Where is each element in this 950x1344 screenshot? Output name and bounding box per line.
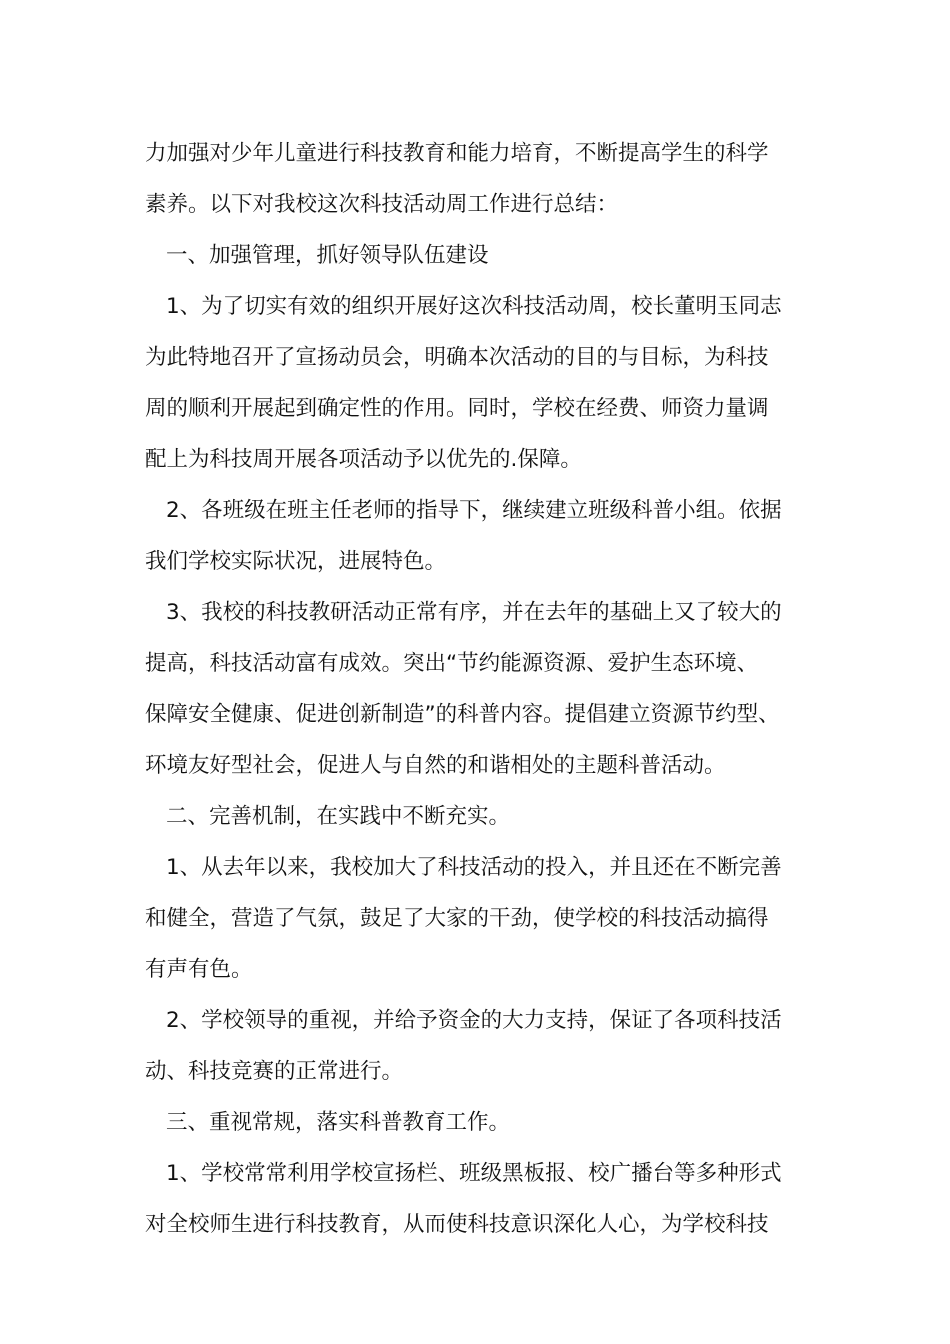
text-line: 我们学校实际状况，进展特色。 <box>145 549 447 574</box>
text-line: 2、学校领导的重视，并给予资金的大力支持，保证了各项科技活 <box>166 1008 782 1033</box>
text-line: 1、为了切实有效的组织开展好这次科技活动周，校长董明玉同志 <box>166 294 782 319</box>
text-line: 3、我校的科技教研活动正常有序，并在去年的基础上又了较大的 <box>166 600 782 625</box>
text-line: 有声有色。 <box>145 957 253 982</box>
document-body <box>145 128 825 1250</box>
text-line: 1、学校常常利用学校宣扬栏、班级黑板报、校广播台等多种形式 <box>166 1161 782 1186</box>
text-line: 动、科技竞赛的正常进行。 <box>145 1059 404 1084</box>
text-line: 对全校师生进行科技教育，从而使科技意识深化人心，为学校科技 <box>145 1212 769 1237</box>
text-line: 保障安全健康、促进创新制造”的科普内容。提倡建立资源节约型、 <box>145 702 780 727</box>
text-line: 素养。以下对我校这次科技活动周工作进行总结： <box>145 192 619 217</box>
text-line: 2、各班级在班主任老师的指导下，继续建立班级科普小组。依据 <box>166 498 782 523</box>
text-line: 环境友好型社会，促进人与自然的和谐相处的主题科普活动。 <box>145 753 726 778</box>
text-line: 和健全，营造了气氛，鼓足了大家的干劲，使学校的科技活动搞得 <box>145 906 769 931</box>
section-heading: 一、加强管理，抓好领导队伍建设 <box>166 243 489 268</box>
text-line: 1、从去年以来，我校加大了科技活动的投入，并且还在不断完善 <box>166 855 782 880</box>
text-line: 为此特地召开了宣扬动员会，明确本次活动的目的与目标，为科技 <box>145 345 769 370</box>
section-heading: 二、完善机制，在实践中不断充实。 <box>166 804 511 829</box>
text-line: 力加强对少年儿童进行科技教育和能力培育，不断提高学生的科学 <box>145 141 769 166</box>
text-line: 周的顺利开展起到确定性的作用。同时，学校在经费、师资力量调 <box>145 396 769 421</box>
section-heading: 三、重视常规，落实科普教育工作。 <box>166 1110 511 1135</box>
text-line: 提高，科技活动富有成效。突出“节约能源资源、爱护生态环境、 <box>145 651 759 676</box>
text-line: 配上为科技周开展各项活动予以优先的.保障。 <box>145 447 582 472</box>
